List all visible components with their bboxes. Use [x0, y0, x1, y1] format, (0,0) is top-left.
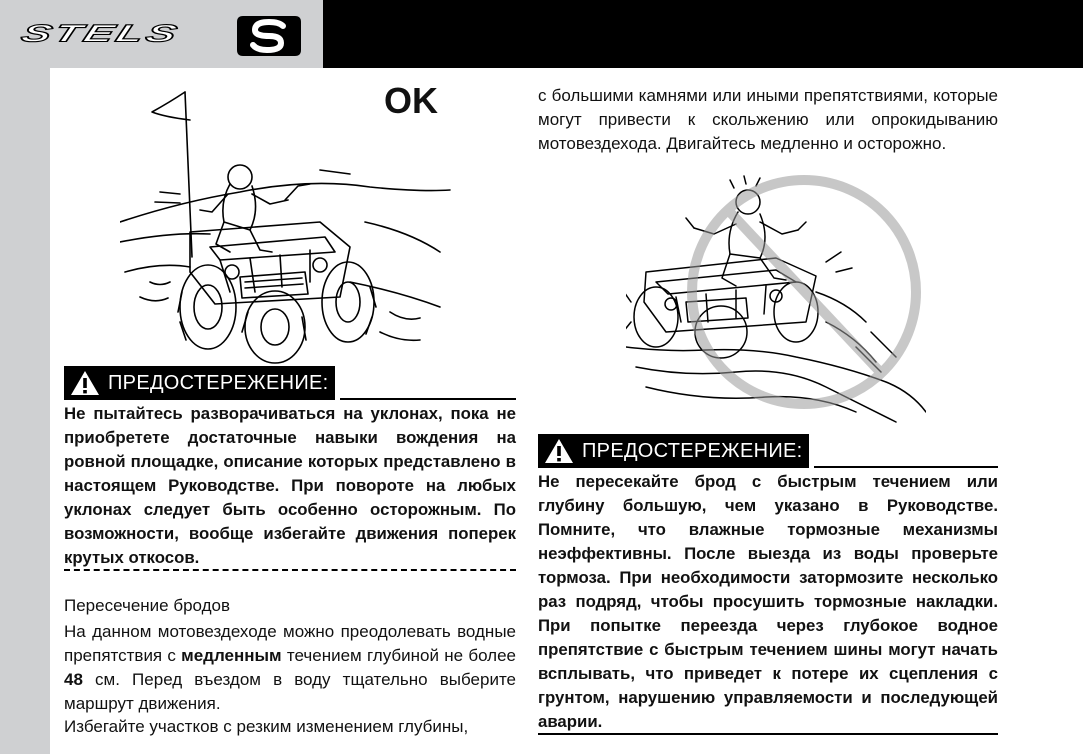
warning-rule	[340, 398, 516, 400]
brand-wordmark: STELS	[17, 20, 184, 48]
warning-header	[64, 366, 335, 400]
warning-end-rule	[538, 733, 998, 735]
depth-paragraph: Избегайте участков с резким изменением глубины,	[64, 717, 469, 736]
atv-water-prohibited-illustration	[626, 172, 926, 434]
ford-paragraph-part: течением глубиной не более	[281, 646, 516, 665]
ok-label: OK	[384, 80, 438, 121]
ford-depth-value: 48	[64, 670, 83, 689]
warning-end-rule	[64, 569, 516, 571]
brand-logo	[0, 0, 323, 68]
warning-header	[538, 434, 809, 468]
warning-title: ПРЕДОСТЕРЕЖЕНИЕ:	[108, 371, 329, 394]
warning-triangle-icon	[544, 437, 574, 465]
ford-paragraph-bold: медленным	[181, 646, 282, 665]
obstacles-paragraph: с большими камнями или иными препятствиями, которые могут привести к скольжению или опрокидыванию мотовездехода. Двигайтесь медленно и осторожно.	[538, 86, 998, 153]
side-strip	[0, 68, 50, 754]
ford-paragraph-part: см. Перед въездом в воду тщательно выберите маршрут движения.	[64, 670, 516, 713]
ford-paragraph	[64, 620, 516, 716]
warning-text: Не пересекайте брод с быстрым течением или глубину большую, чем указано в Руководстве. Помните, что влажные тормозные механизмы неэффективны. После выезда из воды проверьте тормоза. При необходимости затормозите несколько раз подряд, чтобы просушить тормозные накладки. При попытке переезда через глубокое водное препятствие с быстрым течением шины могут начать всплывать, что приведет к потере их сцепления с грунтом, нарушению управляемости и последующей аварии.	[538, 472, 998, 731]
atv-slope-illustration	[120, 82, 460, 367]
brand-s-emblem-icon	[235, 14, 303, 58]
ford-paragraph-part: На данном мотовездеходе можно преодолевать водные препятствия с	[64, 622, 516, 665]
warning-text: Не пытайтесь разворачиваться на уклонах, пока не приобретете достаточные навыки вождения на ровной площадке, описание которых представлено в настоящем Руководстве. При повороте на любых уклонах следует быть особенно осторожным. По возможности, вообще избегайте движения поперек крутых откосов.	[64, 404, 516, 567]
warning-rule	[814, 466, 998, 468]
warning-title: ПРЕДОСТЕРЕЖЕНИЕ:	[582, 439, 803, 462]
section-title: Пересечение бродов	[64, 596, 231, 615]
warning-triangle-icon	[70, 369, 100, 397]
